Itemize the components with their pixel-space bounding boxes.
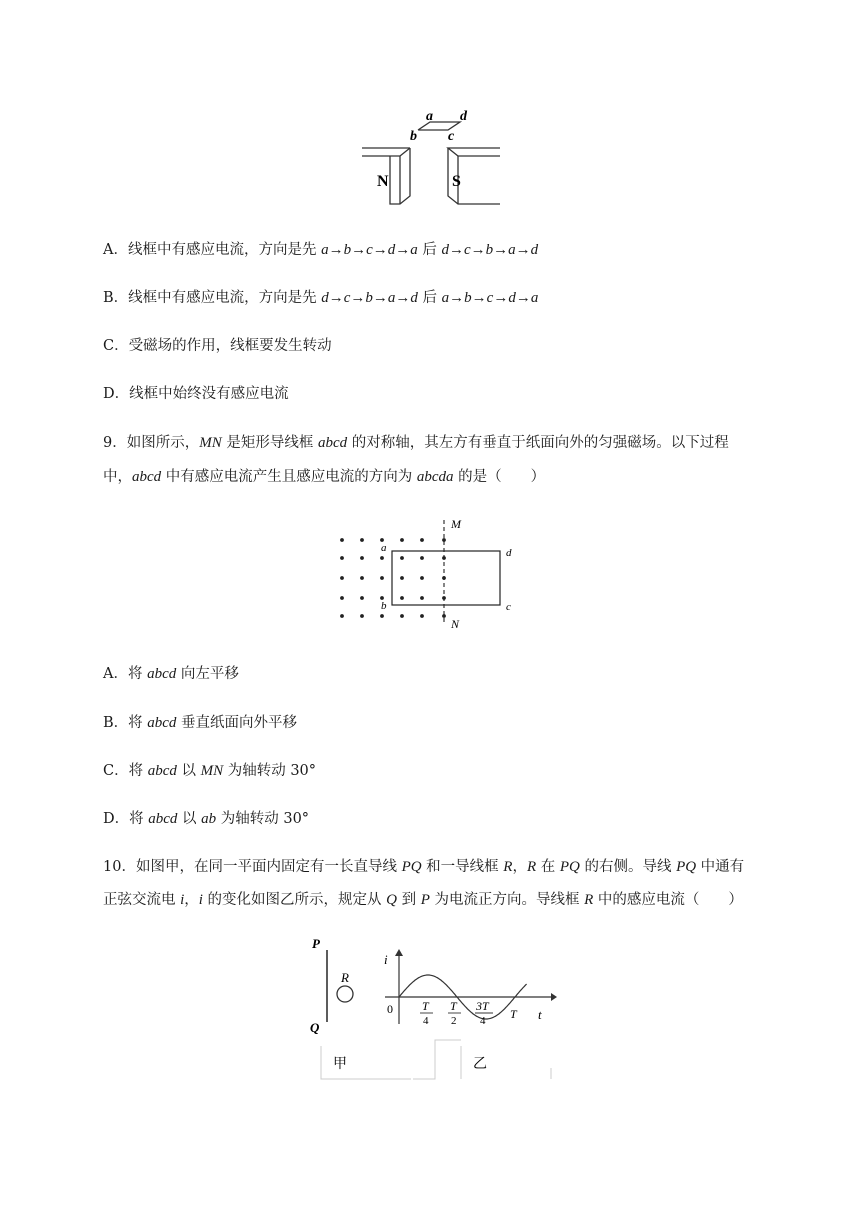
fig9-label-d: d — [506, 547, 512, 559]
field-dot — [360, 576, 364, 580]
field-dot — [380, 556, 384, 560]
fig10-label-zero: 0 — [387, 1002, 393, 1016]
fig1-label-c: c — [448, 129, 455, 144]
fig10-label-P: P — [312, 936, 320, 951]
field-dot — [400, 556, 404, 560]
field-dot — [340, 538, 344, 542]
fig9-label-a: a — [381, 542, 387, 554]
fig9-label-N: N — [451, 617, 460, 631]
q9-stem-line2: 中，abcd 中有感应电流产生且感应电流的方向为 abcda 的是（ ） — [103, 469, 546, 485]
tick-T2-num: T — [450, 999, 457, 1013]
field-dot — [360, 556, 364, 560]
tick-T: T — [510, 1007, 517, 1021]
field-dot — [400, 614, 404, 618]
field-dot — [420, 576, 424, 580]
field-dot — [360, 614, 364, 618]
q9-option-d[interactable]: D．将 abcd 以 ab 为轴转动 30° — [103, 811, 310, 827]
field-dot — [400, 538, 404, 542]
field-dot — [420, 596, 424, 600]
q8-option-c[interactable]: C．受磁场的作用，线框要发生转动 — [103, 338, 332, 354]
fig1-label-d: d — [460, 109, 467, 124]
field-dot — [400, 596, 404, 600]
magnetic-field-dots — [340, 538, 446, 618]
q9-option-a[interactable]: A．将 abcd 向左平移 — [103, 666, 239, 682]
field-dot — [400, 576, 404, 580]
field-dot — [340, 556, 344, 560]
field-dot — [380, 614, 384, 618]
fig9-label-c: c — [506, 601, 511, 613]
q8-option-a[interactable]: A．线框中有感应电流，方向是先 a→b→c→d→a 后 d→c→b→a→d — [103, 242, 539, 258]
q8-option-b[interactable]: B．线框中有感应电流，方向是先 d→c→b→a→d 后 a→b→c→d→a — [103, 290, 539, 306]
tick-3T4-den: 4 — [480, 1015, 486, 1027]
caption-jia: 甲 — [333, 1057, 347, 1072]
q9-stem-line1: 9．如图所示，MN 是矩形导线框 abcd 的对称轴，其左方有垂直于纸面向外的匀强磁场。以下过程 — [103, 435, 729, 451]
field-dot — [360, 538, 364, 542]
field-loop-figure — [330, 516, 530, 631]
fig10-label-t: t — [538, 1007, 542, 1022]
field-dot — [420, 614, 424, 618]
field-dot — [360, 596, 364, 600]
field-dot — [340, 614, 344, 618]
fig10-label-R: R — [341, 970, 349, 985]
field-dot — [340, 576, 344, 580]
fig1-label-a: a — [426, 109, 433, 124]
fig1-label-N: N — [377, 173, 389, 190]
q9-option-b[interactable]: B．将 abcd 垂直纸面向外平移 — [103, 715, 298, 731]
field-dot — [420, 556, 424, 560]
tick-T2-den: 2 — [451, 1015, 457, 1027]
fig1-label-b: b — [410, 129, 417, 144]
q10-stem-line2: 正弦交流电 i，i 的变化如图乙所示，规定从 Q 到 P 为电流正方向。导线框 R 中的感应电流（ ） — [103, 892, 743, 908]
magnet-loop-figure — [360, 106, 510, 206]
fig10-label-i: i — [384, 952, 388, 967]
tick-T4-den: 4 — [423, 1015, 429, 1027]
caption-yi: 乙 — [473, 1057, 487, 1072]
q8-option-d[interactable]: D．线框中始终没有感应电流 — [103, 386, 289, 402]
fig10-label-Q: Q — [310, 1020, 320, 1035]
q10-stem-line1: 10．如图甲，在同一平面内固定有一长直导线 PQ 和一导线框 R，R 在 PQ 的右侧。导线 PQ 中通有 — [103, 859, 745, 875]
wire-and-sine-figure — [305, 934, 565, 1084]
tick-3T4-num: 3T — [476, 999, 489, 1013]
fig1-label-S: S — [452, 173, 461, 190]
q9-option-c[interactable]: C．将 abcd 以 MN 为轴转动 30° — [103, 763, 317, 779]
tick-T4-num: T — [422, 999, 429, 1013]
field-dot — [380, 576, 384, 580]
field-dot — [420, 538, 424, 542]
loop-abcd — [392, 551, 500, 605]
fig9-label-M: M — [451, 517, 461, 531]
loop-R — [337, 986, 353, 1002]
fig9-label-b: b — [381, 600, 387, 612]
field-dot — [340, 596, 344, 600]
